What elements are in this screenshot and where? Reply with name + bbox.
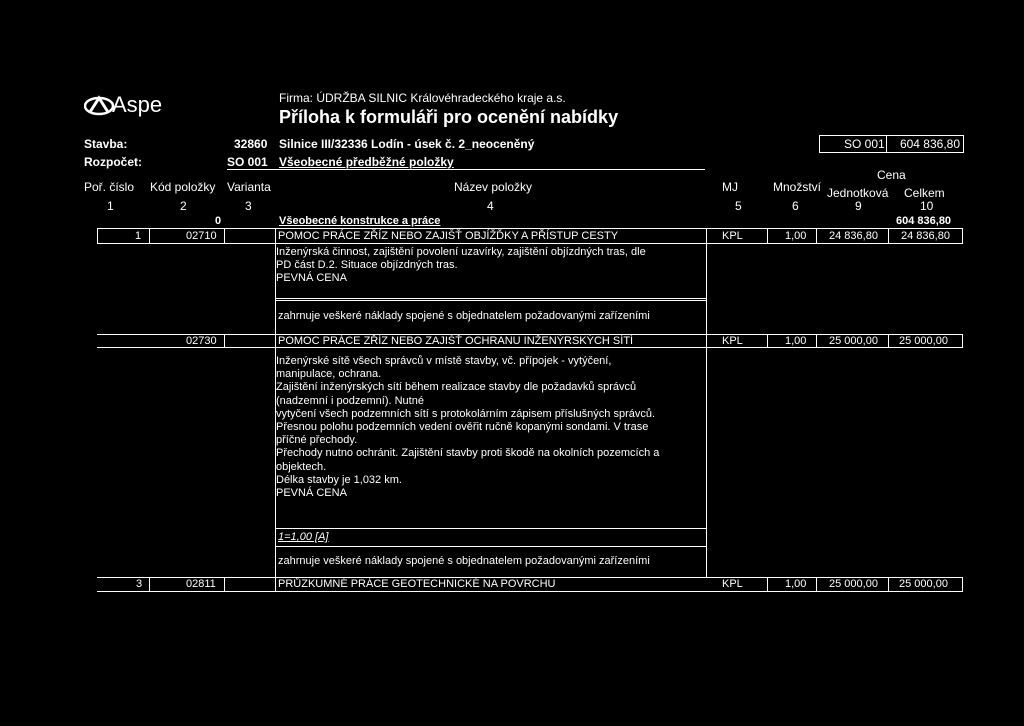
stavba-name: Silnice III/32336 Lodín - úsek č. 2_neoceněný bbox=[279, 137, 535, 151]
item3-num: 3 bbox=[136, 578, 143, 590]
col-celkem: Celkem bbox=[904, 186, 945, 200]
firma-line: Firma: ÚDRŽBA SILNIC Královéhradeckého kraje a.s. bbox=[279, 91, 566, 105]
item3-mj: KPL bbox=[722, 578, 743, 590]
item2-mj: KPL bbox=[722, 335, 743, 347]
rozpocet-code: SO 001 bbox=[227, 155, 268, 169]
col-num-2: 2 bbox=[180, 199, 187, 213]
item3-code: 02811 bbox=[186, 578, 216, 590]
col-num-3: 3 bbox=[245, 199, 252, 213]
rozpocet-label: Rozpočet: bbox=[84, 155, 142, 169]
col-num-4: 4 bbox=[487, 199, 494, 213]
col-mnozstvi: Množství bbox=[773, 180, 822, 194]
col-num-5: 5 bbox=[735, 199, 742, 213]
col-num-10: 10 bbox=[920, 199, 934, 213]
col-num-6: 6 bbox=[792, 199, 799, 213]
item1-code: 02710 bbox=[186, 230, 217, 242]
item3-total: 25 000,00 bbox=[899, 578, 948, 590]
col-kod: Kód položky bbox=[150, 180, 216, 194]
col-por-cislo: Poř. číslo bbox=[84, 180, 135, 194]
stavba-code: 32860 bbox=[234, 137, 268, 151]
section-name: Všeobecné konstrukce a práce bbox=[279, 215, 441, 227]
section-total: 604 836,80 bbox=[896, 215, 952, 227]
section-num: 0 bbox=[215, 215, 222, 227]
col-num-9: 9 bbox=[855, 199, 862, 213]
item1-note: zahrnuje veškeré náklady spojené s objednatelem požadovanými zařízeními bbox=[278, 310, 650, 322]
so-code: SO 001 bbox=[844, 137, 885, 151]
row1-top-border bbox=[97, 228, 963, 229]
item2-qty: 1,00 bbox=[785, 335, 807, 347]
so-total: 604 836,80 bbox=[899, 137, 960, 151]
item3-unit-price: 25 000,00 bbox=[829, 578, 878, 590]
header-rule bbox=[227, 169, 705, 170]
item1-mj: KPL bbox=[722, 230, 743, 242]
item1-unit-price: 24 836,80 bbox=[829, 230, 878, 242]
col-varianta: Varianta bbox=[227, 180, 271, 194]
item2-description: Inženýrské sítě všech správců v místě stavby, vč. přípojek - vytýčení, manipulace, ochrana. Zajištění inženýrských sítí během realizace stavby dle požadavků správců (nadzemní i podzemní). Nutné vytyčení všech podzemních sítí s protokolárním zápisem příslušných správců. Přesnou polohu podzemních vedení ověřit ručně kopanými sondami. V trase příčné přechody. Přechody nutno ochránit. Zajištění stavby proti škodě na okolních pozemcích a objektech. Délka stavby je 1,032 km. PEVNÁ CENA bbox=[276, 355, 660, 500]
so-summary-box bbox=[819, 135, 964, 153]
col-num-1: 1 bbox=[107, 199, 114, 213]
item2-formula: 1=1,00 [A] bbox=[278, 531, 329, 543]
item2-name: POMOC PRÁCE ZŘÍZ NEBO ZAJIŠŤ OCHRANU INŽENÝRSKÝCH SÍTÍ bbox=[278, 335, 634, 347]
item3-qty: 1,00 bbox=[785, 578, 807, 590]
col-nazev: Název položky bbox=[454, 180, 533, 194]
logo-text: Aspe bbox=[112, 92, 163, 117]
col-mj: MJ bbox=[722, 180, 738, 194]
page-title: Příloha k formuláři pro ocenění nabídky bbox=[279, 107, 619, 127]
item2-note: zahrnuje veškeré náklady spojené s objednatelem požadovanými zařízeními bbox=[278, 555, 650, 567]
row2-bottom-border bbox=[97, 347, 963, 348]
rozpocet-name: Všeobecné předběžné položky bbox=[279, 155, 454, 169]
item1-num: 1 bbox=[135, 230, 142, 242]
item2-unit-price: 25 000,00 bbox=[829, 335, 878, 347]
item1-name: POMOC PRÁCE ZŘÍZ NEBO ZAJIŠŤ OBJÍŽĎKY A PŘÍSTUP CESTY bbox=[278, 230, 619, 242]
row1-bottom-border bbox=[97, 243, 963, 244]
col-cena: Cena bbox=[877, 168, 906, 182]
col-jednotkova: Jednotková bbox=[827, 186, 889, 200]
item2-total: 25 000,00 bbox=[899, 335, 948, 347]
item2-code: 02730 bbox=[186, 335, 217, 347]
stavba-label: Stavba: bbox=[84, 137, 128, 151]
item1-description: Inženýrská činnost, zajištění povolení uzavírky, zajištění objízdných tras, dle PD část D.2. Situace objízdných tras. PEVNÁ CENA bbox=[276, 246, 646, 285]
so-box-divider bbox=[886, 136, 887, 152]
item1-qty: 1,00 bbox=[785, 230, 807, 242]
item3-name: PRŮZKUMNÉ PRÁCE GEOTECHNICKÉ NA POVRCHU bbox=[278, 578, 556, 590]
row3-bottom-border bbox=[97, 591, 963, 592]
item1-total: 24 836,80 bbox=[901, 230, 950, 242]
